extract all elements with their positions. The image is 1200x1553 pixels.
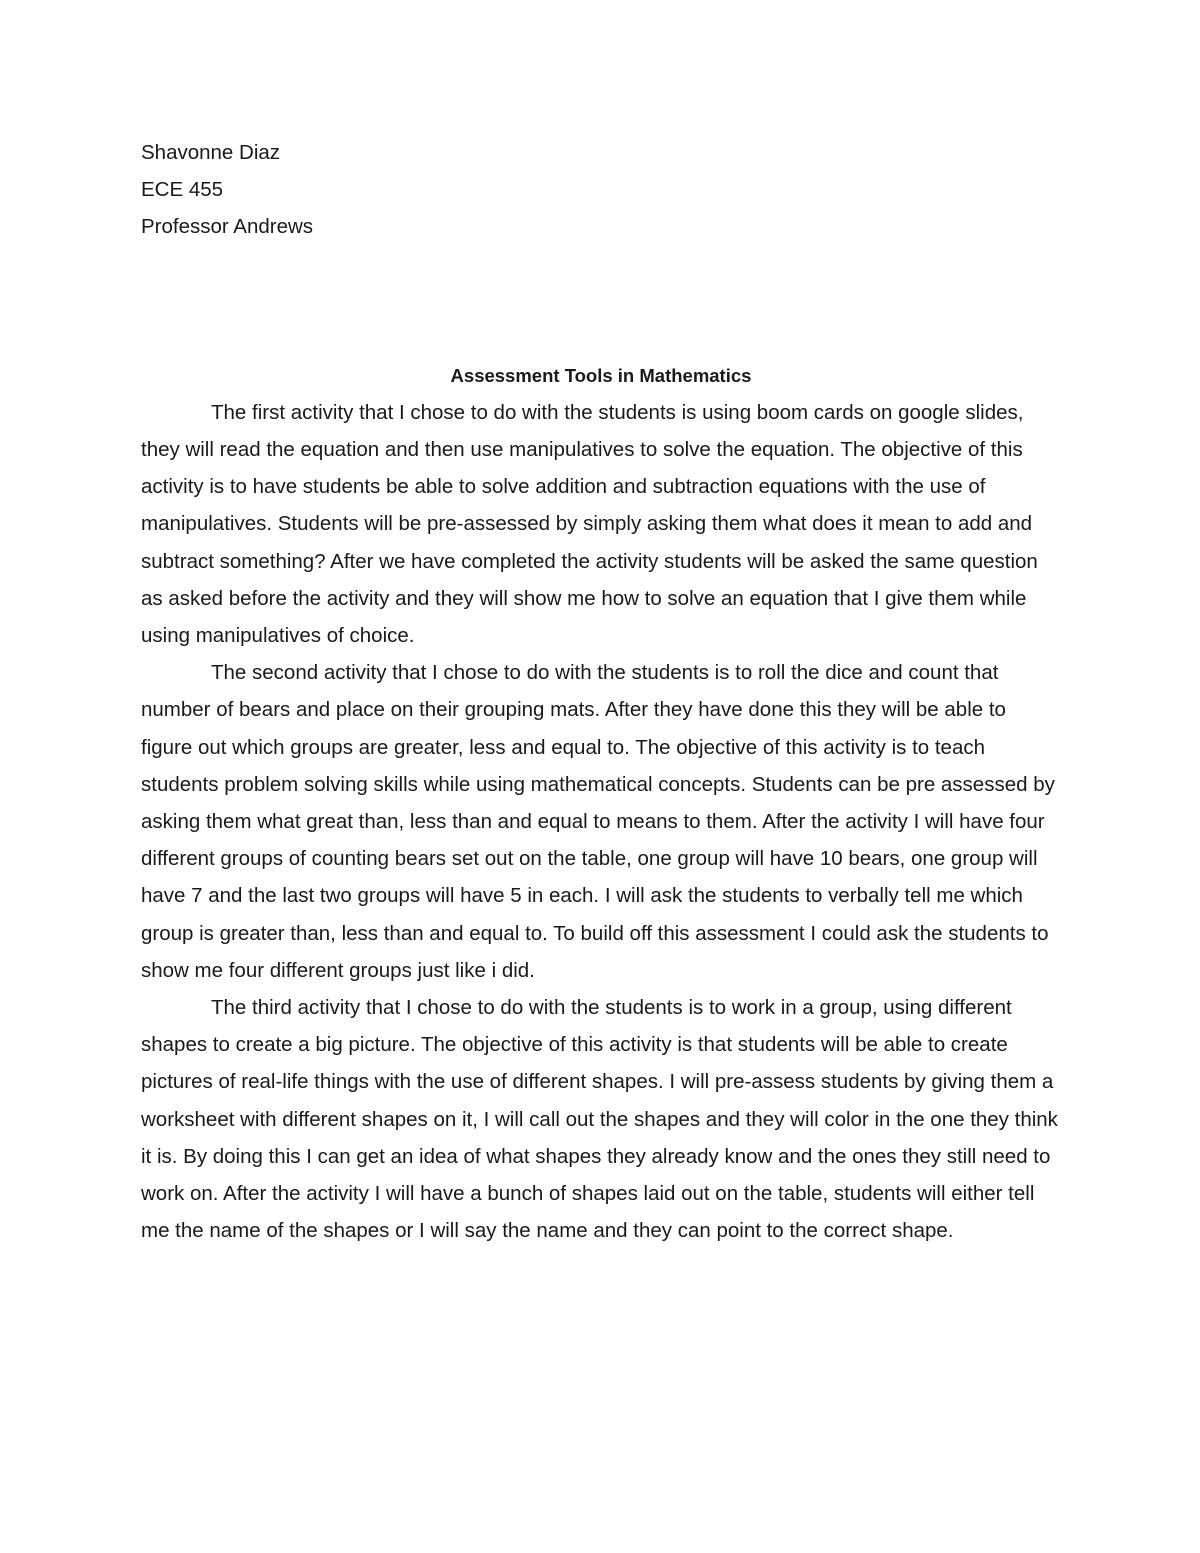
paragraph-2: The second activity that I chose to do with the students is to roll the dice and count that number of bears and place on their grouping mats. After they have done this they will be able to figure out which groups are greater, less and equal to. The objective of this activity is to teach students problem solving skills while using mathematical concepts. Students can be pre assessed by asking them what great than, less than and equal to means to them. After the activity I will have four different groups of counting bears set out on the table, one group will have 10 bears, one group will have 7 and the last two groups will have 5 in each. I will ask the students to verbally tell me which group is greater than, less than and equal to. To build off this assessment I could ask the students to show me four different groups just like i did. bbox=[141, 661, 1055, 982]
course-code: ECE 455 bbox=[141, 178, 224, 202]
header-spacer bbox=[141, 246, 1061, 357]
document-title: Assessment Tools in Mathematics bbox=[450, 364, 752, 386]
paragraph-1: The first activity that I chose to do with the students is using boom cards on google slides, they will read the equation and then use manipulatives to solve the equation. The objective of this activity is to have students be able to solve addition and subtraction equations with the use of manipulatives. Students will be pre-assessed by simply asking them what does it mean to add and subtract something? After we have completed the activity students will be asked the same question as asked before the activity and they will show me how to solve an equation that I give them while using manipulatives of choice. bbox=[141, 400, 1038, 648]
paragraph-3: The third activity that I chose to do with the students is to work in a group, using different shapes to create a big picture. The objective of this activity is that students will be able to create pictures of real-life things with the use of different shapes. I will pre-assess students by giving them a worksheet with different shapes on it, I will call out the shapes and they will color in the one they think it is. By doing this I can get an idea of what shapes they already know and the ones they still need to work on. After the activity I will have a bunch of shapes laid out on the table, students will either tell me the name of the shapes or I will say the name and they can point to the correct shape. bbox=[141, 996, 1058, 1243]
professor-name: Professor Andrews bbox=[141, 215, 314, 239]
document-page bbox=[141, 134, 1061, 1249]
author-name: Shavonne Diaz bbox=[141, 141, 281, 164]
